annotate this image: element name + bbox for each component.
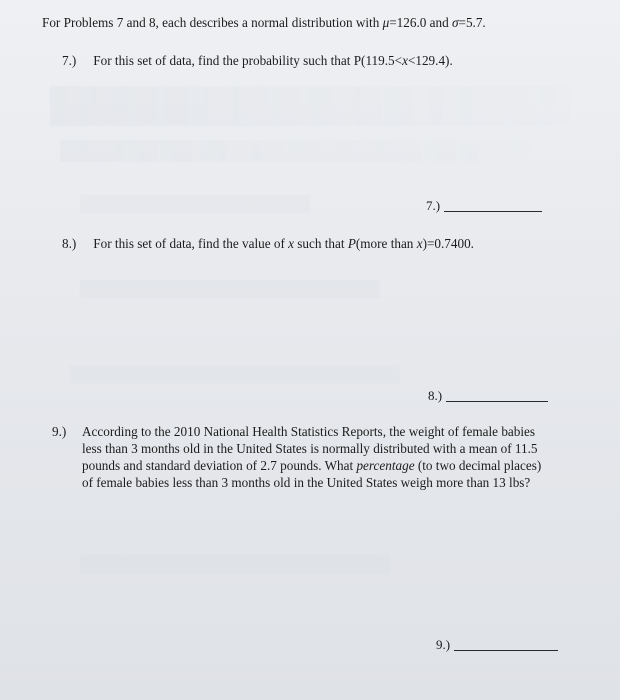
problem-number: 7.) <box>62 53 77 68</box>
bleed-through-shade <box>70 365 400 383</box>
bleed-through-shade <box>80 195 310 213</box>
mu-symbol: μ <box>382 15 390 30</box>
header-intro: For Problems 7 and 8, each describes a normal distribution with <box>42 15 380 30</box>
problem-9 <box>82 423 552 491</box>
problem-number: 8.) <box>62 236 77 251</box>
header-and: and <box>429 15 449 30</box>
answer-blank-7[interactable] <box>444 211 542 212</box>
problem-text-b: such that <box>297 236 345 251</box>
problem-9-number: 9.) <box>52 424 67 439</box>
problem-8 <box>62 235 474 252</box>
sigma-value: =5.7. <box>458 15 486 30</box>
answer-label-7: 7.) <box>426 198 441 213</box>
problem-7 <box>62 52 453 69</box>
bleed-through-shade <box>60 140 530 162</box>
sigma-symbol: σ <box>452 15 459 30</box>
probability-expression: P(119.5<x<129.4). <box>353 53 453 68</box>
variable-x: x <box>288 236 294 251</box>
answer-blank-9[interactable] <box>454 650 558 651</box>
emphasis-percentage: percentage <box>356 458 415 473</box>
problem-text: For this set of data, find the probability such that <box>93 53 351 68</box>
instructions-header <box>42 14 486 31</box>
answer-label-8: 8.) <box>428 388 443 403</box>
mu-value: =126.0 <box>389 15 427 30</box>
bleed-through-shade <box>80 555 390 573</box>
bleed-through-shade <box>50 86 570 126</box>
problem-text-a: For this set of data, find the value of <box>93 236 285 251</box>
bleed-through-shade <box>80 280 380 298</box>
probability-expression: P(more than x)=0.7400. <box>347 236 474 251</box>
problem-text-a: According to the 2010 National Health Statistics Reports, the weight of female babies less than 3 months old in the United States is normally distributed with a mean of 11.5 pounds and standard deviation of 2.7 pounds. What <box>82 424 538 473</box>
answer-label-9: 9.) <box>436 637 451 652</box>
problem-text-b: (to two decimal places) of female babies less than 3 months old in the United States weigh more than 13 lbs? <box>82 458 542 490</box>
answer-blank-8[interactable] <box>446 401 548 402</box>
